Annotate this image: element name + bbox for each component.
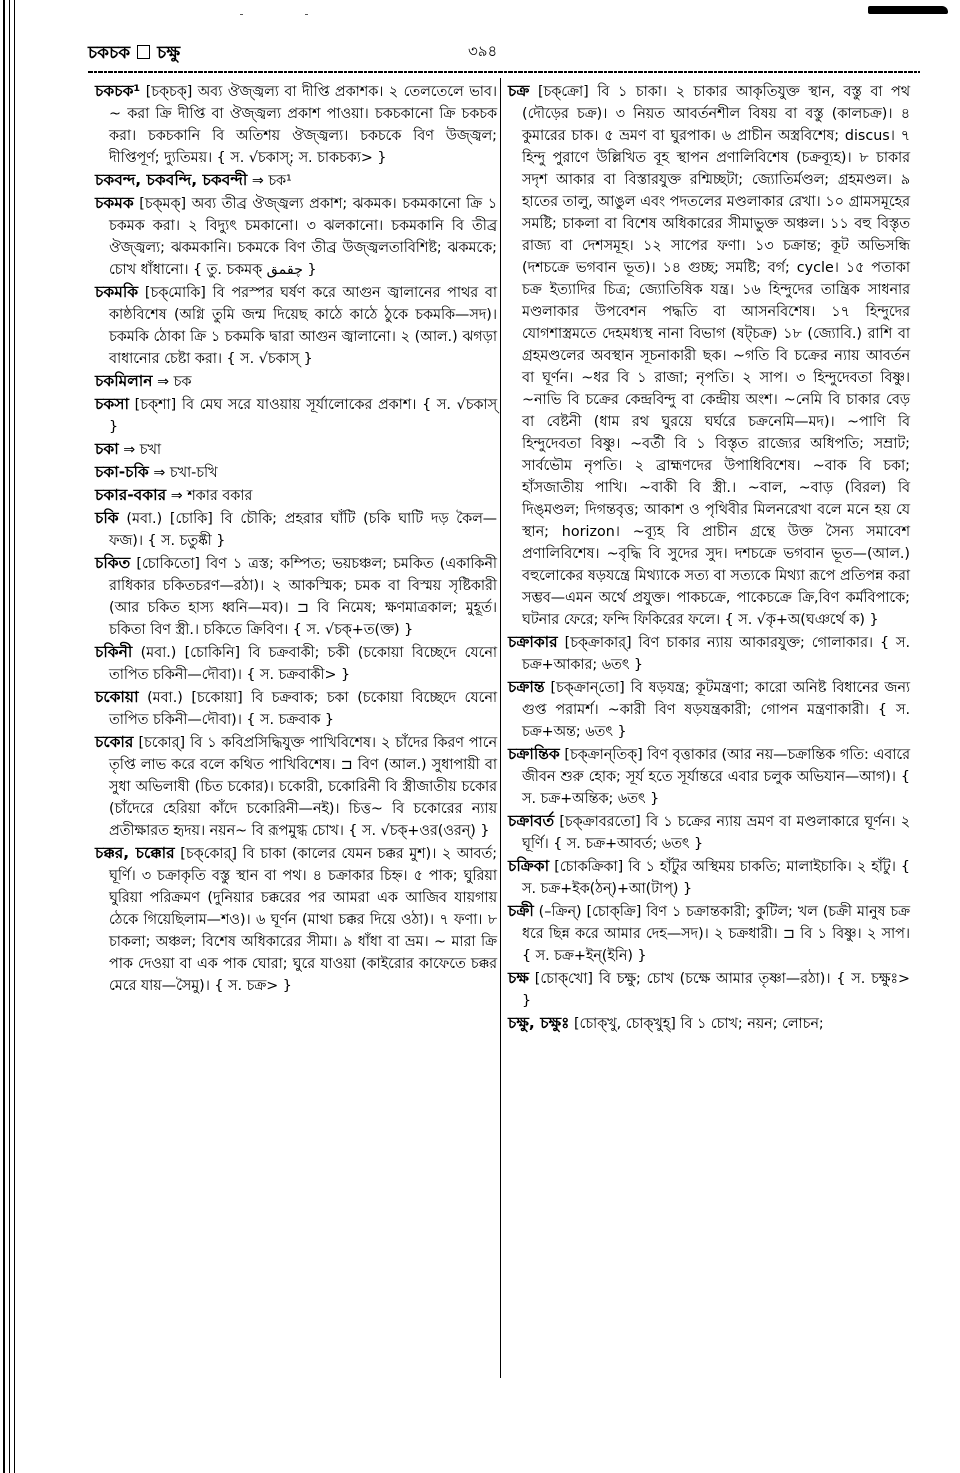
dictionary-entry [95, 731, 497, 842]
scan-speck [240, 14, 243, 15]
dictionary-entry [95, 438, 497, 461]
dictionary-entry [508, 631, 910, 676]
book-binding-line [9, 0, 10, 1473]
dictionary-entry [95, 552, 497, 641]
entry-headword: চক্কর, চক্কোর [95, 844, 175, 862]
dictionary-entry [95, 507, 497, 552]
right-column [508, 80, 910, 1035]
entry-pronunciation: [চক্‌মক্] [139, 196, 187, 212]
entry-pronunciation: [চোকক্রিকা] [554, 859, 624, 875]
entry-pronunciation: [চোকিতো] [136, 556, 200, 572]
entry-definition: বি চৌকি; প্রহরার ঘাঁটি (চকি ঘাটি দড় কৈল—ফজ)। { স. চতুষ্কী } [109, 511, 498, 549]
entry-headword: চক্রাকার [508, 633, 558, 651]
dictionary-entry [95, 461, 497, 484]
dictionary-entry [508, 855, 910, 900]
entry-headword: চকবন্দ, চকবন্দি, চকবন্দী [95, 171, 248, 189]
entry-definition: ⇒ চখা-চখি [153, 465, 218, 481]
entry-headword: চকমকি [95, 283, 139, 301]
separator-box-icon [137, 45, 150, 59]
dictionary-entry [95, 169, 497, 192]
dictionary-entry [508, 810, 910, 855]
entry-headword: চক্ষ [508, 969, 529, 987]
entry-headword: চকমক [95, 194, 134, 212]
entry-definition: বি ১ হাঁটুর অস্থিময় চাকতি; মালাইচাকি। ২ হাঁটু। { স. চক্র+ইক(ঠন্)+আ(টাপ্) } [522, 859, 911, 897]
dictionary-entry [95, 393, 497, 438]
entry-headword: চক্র [508, 82, 530, 100]
dictionary-entry [95, 842, 497, 997]
header-rule [88, 71, 920, 73]
dictionary-entry [95, 80, 497, 169]
entry-pronunciation: [চক্‌মোকি] [144, 285, 206, 301]
entry-headword: চক্রাবর্ত [508, 812, 555, 830]
entry-pronunciation: [চক্‌ক্রান্‌তিক্] [564, 747, 643, 763]
entry-definition: বিণ ১ ত্রস্ত; কম্পিত; ভয়চঞ্চল; চমকিত (একাকিনী রাধিকার চকিতচরণ—রঠা)। ২ আকস্মিক; চমক বা বিস্ময় সৃষ্টিকারী (আর চকিত হাস্য ধ্বনি—মব)। ⊐ বি নিমেষ; ক্ষণমাত্রকাল; মুহূর্ত। চকিতা বিণ স্ত্রী.। চকিতে ক্রিবিণ। { স. √চক্+ত(ক্ত) } [109, 556, 497, 638]
entry-headword: চকি [95, 509, 119, 527]
entry-headword: চকোয়া [95, 688, 139, 706]
entry-definition: বি ১ চোখ; নয়ন; লোচন; [680, 1016, 824, 1032]
entry-pronunciation: [চক্‌ক্রাকার্] [564, 635, 632, 651]
entry-pronunciation: [চক্‌ক্রাবরতো] [559, 814, 641, 830]
guide-word-last: চক্ষু [157, 43, 181, 63]
scan-speck [305, 14, 308, 15]
book-binding-edge [3, 0, 5, 1473]
entry-definition: বিণ ১ চক্রান্তকারী; কুটিল; খল (চক্রী মানুষ চক্র ধরে ছিন্ন করে আমার দেহ—সদ)। ২ চক্রধারী। ⊐ বি ১ বিষ্ণু। ২ সাপ। { স. চক্র+ইন্(ইনি) } [522, 904, 910, 964]
dictionary-entry [95, 370, 497, 393]
entry-pronunciation: [চোক্‌খু, চোক্‌খুহ্] [573, 1016, 676, 1032]
entry-pronunciation: [চক্‌ক্রো] [537, 84, 589, 100]
entry-pronunciation: [চক্‌শা] [134, 397, 177, 413]
entry-headword: চক্রান্তিক [508, 745, 560, 763]
entry-headword: চক্রী [508, 902, 534, 920]
entry-definition: বি ১ চাকা। ২ চাকার আকৃতিযুক্ত স্থান, বস্তু বা পথ (দৌড়ের চক্র)। ৩ নিয়ত আবর্তনশীল বিষয় বা বস্তু (কালচক্র)। ৪ কুমারের চাক। ৫ ভ্রমণ বা ঘুরপাক। ৬ প্রাচীন অস্ত্রবিশেষ; discus। ৭ হিন্দু পুরাণে উল্লিখিত বূহ স্থাপন প্রণালিবিশেষ (চক্রব্যূহ)। ৮ চাকার সদৃশ আকার বা বিস্তারযুক্ত রশ্মিচ্ছটা; জ্যোতির্মণ্ডল; গ্রহমণ্ডল। ৯ হাতের তালু, আঙুল এবং পদতলের মণ্ডলাকার রেখা। ১০ গ্রামসমূহের সমষ্টি; চাকলা বা বিশেষ অধিকারের সীমাভুক্ত অঞ্চল। ১১ বহু বিস্তৃত রাজ্য বা দেশসমূহ। ১২ সাপের ফণা। ১৩ চক্রান্ত; কূট অভিসন্ধি (দশচক্রে ভগবান ভূত)। ১৪ গুচ্ছ; সমষ্টি; বর্গ; cycle। ১৫ পতাকা চক্র ইত্যাদির চিত্র; জ্যোতিষিক যন্ত্র। ১৬ হিন্দুদের তান্ত্রিক সাধনার মণ্ডলাকার উপবেশন পদ্ধতি বা আসনবিশেষ। ১৭ হিন্দুদের যোগশাস্ত্রমতে দেহমধ্যস্থ নানা বিভাগ (ষট্‌চক্র) ১৮ (জ্যোবি.) রাশি বা গ্রহমণ্ডলের অবস্থান সূচনাকারী ছক। ~গতি বি চক্রের ন্যায় আবর্তন বা ঘূর্ণন। ~ধর বি ১ রাজা; নৃপতি। ২ সাপ। ৩ হিন্দুদেবতা বিষ্ণু। ~নাভি বি চক্রের কেন্দ্রবিন্দু বা কেন্দ্রীয় অংশ। ~নেমি বি চাকার বেড় বা বেষ্টনী (ধাম রথ ঘুরয়ে ঘর্ঘরে চক্রনেমি—মদ)। ~পাণি বি হিন্দুদেবতা বিষ্ণু। ~বর্তী বি ১ বিস্তৃত রাজ্যের অধিপতি; সম্রাট; সার্বভৌম নৃপতি। ২ ব্রাহ্মণদের উপাধিবিশেষ। ~বাক বি চকা; হাঁসজাতীয় পাখি। ~বাকী বি স্ত্রী.। ~বাল, ~বাড় (বিরল) বি দিঙ্‌মণ্ডল; দিগন্তবৃত্ত; আকাশ ও পৃথিবীর মিলনরেখা বলে মনে হয় যে স্থান; horizon। ~ব্যূহ বি প্রাচীন গ্রন্থে উক্ত সৈন্য সমাবেশ প্রণালিবিশেষ। ~বৃদ্ধি বি সুদের সুদ। দশচক্রে ভগবান ভূত—(আল.) বহুলোকের ষড়যন্ত্রে মিথ্যাকে সত্য বা সত্যকে মিথ্যা রূপে প্রতিপন্ন করা সম্ভব—এমন অর্থে প্রযুক্ত। পাকচক্রে, পাকেচক্রে ক্রি,বিণ কর্মবিপাকে; ঘটনার ফেরে; ফন্দি ফিকিরের ফলে। { স. √কৃ+অ(ঘঞর্থে ক) } [522, 84, 910, 628]
scan-artifact [868, 6, 948, 14]
entry-pronunciation: [চোক্‌খো] [534, 971, 593, 987]
entry-definition: ⇒ শকার বকার [170, 488, 253, 504]
entry-headword: চকমিলান [95, 372, 153, 390]
dictionary-entry [95, 484, 497, 507]
entry-headword: চকা-চকি [95, 463, 149, 481]
dictionary-entry [95, 641, 497, 686]
entry-headword: চকার-বকার [95, 486, 167, 504]
entry-definition: বি মেঘ সরে যাওয়ায় সূর্যালোকের প্রকাশ। { স. √চকাস্ } [109, 397, 498, 435]
entry-definition: বিণ চাকার ন্যায় আকারযুক্ত; গোলাকার। { স. চক্র+আকার; ৬তৎ } [522, 635, 911, 673]
entry-pronunciation: (মবা.) [চোকিনি] [140, 645, 241, 661]
entry-definition: বি ষড়যন্ত্র; কূটমন্ত্রণা; কারো অনিষ্ট বিধানের জন্য গুপ্ত পরামর্শ। ~কারী বিণ ষড়যন্ত্রকারী; গোপন মন্ত্রণাকারী। { স. চক্র+অন্ত; ৬তৎ } [522, 680, 910, 740]
entry-pronunciation: (–ক্রিন্) [চোক্‌ক্রি] [538, 904, 642, 920]
guide-word-first: চকচক [88, 43, 131, 63]
guide-words [88, 40, 180, 68]
entry-pronunciation: [চকোর্] [138, 735, 186, 751]
entry-definition: বি ১ চক্রের ন্যায় ভ্রমণ বা মণ্ডলাকারে ঘূর্ণন। ২ ঘূর্ণি। { স. চক্র+আবর্ত; ৬তৎ } [522, 814, 911, 852]
entry-pronunciation: [চক্‌চক্] [145, 84, 193, 100]
entry-definition: বি চক্রবাক; চকা (চকোয়া বিচ্ছেদে যেনো তাপিত চকিনী—দৌবা)। { স. চক্রবাক } [109, 690, 498, 728]
entry-definition: অব্য ঔজ্জ্বল্য বা দীপ্তি প্রকাশক। ২ তেলতেলে ভাব। ~ করা ক্রি দীপ্তি বা ঔজ্জ্বল্য প্রকাশ পাওয়া। চকচকানো ক্রি চকচক করা। চকচকানি বি অতিশয় ঔজ্জ্বল্য। চকচকে বিণ উজ্জ্বল; দীপ্তিপূর্ণ; দ্যুতিময়। { স. √চকাস্; স. চাকচক্য> } [109, 84, 497, 166]
entry-headword: চকোর [95, 733, 134, 751]
dictionary-entry [95, 192, 497, 281]
page-header [88, 40, 920, 66]
entry-definition: বি পরস্পর ঘর্ষণ করে আগুন জ্বালানের পাথর বা কাষ্ঠবিশেষ (অগ্নি তুমি জন্ম দিয়েছ কাঠে কাঠে ঠুকে চকমকি—সদ)। চকমকি ঠোকা ক্রি ১ চকমকি দ্বারা আগুন জ্বালানো। ২ (আল.) ঝগড়া বাধানোর চেষ্টা করা। { স. √চকাস্ } [109, 285, 498, 367]
entry-definition: ⇒ চক [157, 374, 192, 390]
entry-pronunciation: (মবা.) [চকোয়া] [147, 690, 243, 706]
left-column [95, 80, 497, 997]
entry-pronunciation: [চক্‌কোর্] [180, 846, 237, 862]
entry-pronunciation: [চক্‌ক্রান্‌তো] [550, 680, 625, 696]
dictionary-entry [95, 281, 497, 370]
entry-definition: ⇒ চক¹ [251, 173, 292, 189]
page-number: ৩৯৪ [468, 42, 498, 60]
column-divider [500, 78, 501, 1378]
entry-headword: চক্ষু, চক্ষুঃ [508, 1014, 570, 1032]
entry-headword: চক্রিকা [508, 857, 550, 875]
entry-definition: বিণ বৃত্তাকার (আর নয়—চক্রান্তিক গতি: এবারে জীবন শুরু হোক; সূর্য হতে সূর্যান্তরে এবার চলুক অভিযান—আগ)। { স. চক্র+অন্তিক; ৬তৎ } [522, 747, 910, 807]
dictionary-entry [508, 676, 910, 743]
entry-definition: বি চক্ষু; চোখ (চক্ষে আমার তৃষ্ণা—রঠা)। { স. চক্ষুঃ> } [522, 971, 911, 1009]
entry-pronunciation: (মবা.) [চোকি] [126, 511, 213, 527]
entry-definition: ⇒ চখা [123, 442, 162, 458]
entry-headword: চকিত [95, 554, 131, 572]
book-binding-line [14, 0, 15, 1473]
entry-headword: চকসা [95, 395, 129, 413]
dictionary-entry [508, 1012, 910, 1035]
dictionary-entry [508, 743, 910, 810]
dictionary-entry [508, 80, 910, 631]
entry-definition: অব্য তীব্র ঔজ্জ্বল্য প্রকাশ; ঝকমক। চকমকানো ক্রি ১ চকমক করা। ২ বিদ্যুৎ চমকানো। ৩ ঝলকানো। চকমকানি বি তীব্র ঔজ্জ্বল্য; ঝকমকানি। চকমকে বিণ তীব্র উজ্জ্বলতাবিশিষ্ট; ঝকমকে; চোখ ধাঁধানো। { তু. চকমক্ چقمق } [109, 196, 497, 278]
dictionary-entry [508, 967, 910, 1012]
dictionary-entry [508, 900, 910, 967]
entry-definition: বি ১ কবিপ্রসিদ্ধিযুক্ত পাখিবিশেষ। ২ চাঁদের কিরণ পানে তৃপ্তি লাভ করে বলে কথিত পাখিবিশেষ। ⊐ বিণ (আল.) সুধাপায়ী বা সুধা অভিলাষী (চিত চকোর)। চকোরী, চকোরিনী বি স্ত্রীজাতীয় চকোর (চাঁদেরে হেরিয়া কাঁদে চকোরিনী—নই)। চিত্ত~ বি চকোরের ন্যায় প্রতীক্ষারত হৃদয়। নয়ন~ বি রূপমুগ্ধ চোখ। { স. √চক্+ওর(ওরন্) } [109, 735, 498, 839]
entry-definition: বি চাকা (কালের যেমন চক্কর মুশ)। ২ আবর্ত; ঘূর্ণি। ৩ চক্রাকৃতি বস্তু স্থান বা পথ। ৪ চক্রাকার চিহ্ন। ৫ পাক; ঘুরিয়া ঘুরিয়া পরিক্রমণ (দুনিয়ার চক্করের পর আমরা এক আজিব যায়গায় ঠেকে গিয়েছিলাম—শও)। ৬ ঘূর্ণন (মাথা চক্কর দিয়ে ওঠা)। ৭ ফণা। ৮ চাকলা; অঞ্চল; বিশেষ অধিকারের সীমা। ৯ ধাঁধা বা ভ্রম। ~ মারা ক্রি পাক দেওয়া বা এক পাক ঘোরা; ঘুরে যাওয়া (কাইরোর কাফেতে চক্কর মেরে যায়—সৈমু)। { স. চক্র> } [109, 846, 498, 994]
entry-headword: চকিনী [95, 643, 133, 661]
entry-headword: চকচক¹ [95, 82, 141, 100]
dictionary-entry [95, 686, 497, 731]
entry-headword: চক্রান্ত [508, 678, 545, 696]
entry-definition: বি চক্রবাকী; চকী (চকোয়া বিচ্ছেদে যেনো তাপিত চকিনী—দৌবা)। { স. চক্রবাকী> } [109, 645, 498, 683]
entry-headword: চকা [95, 440, 119, 458]
